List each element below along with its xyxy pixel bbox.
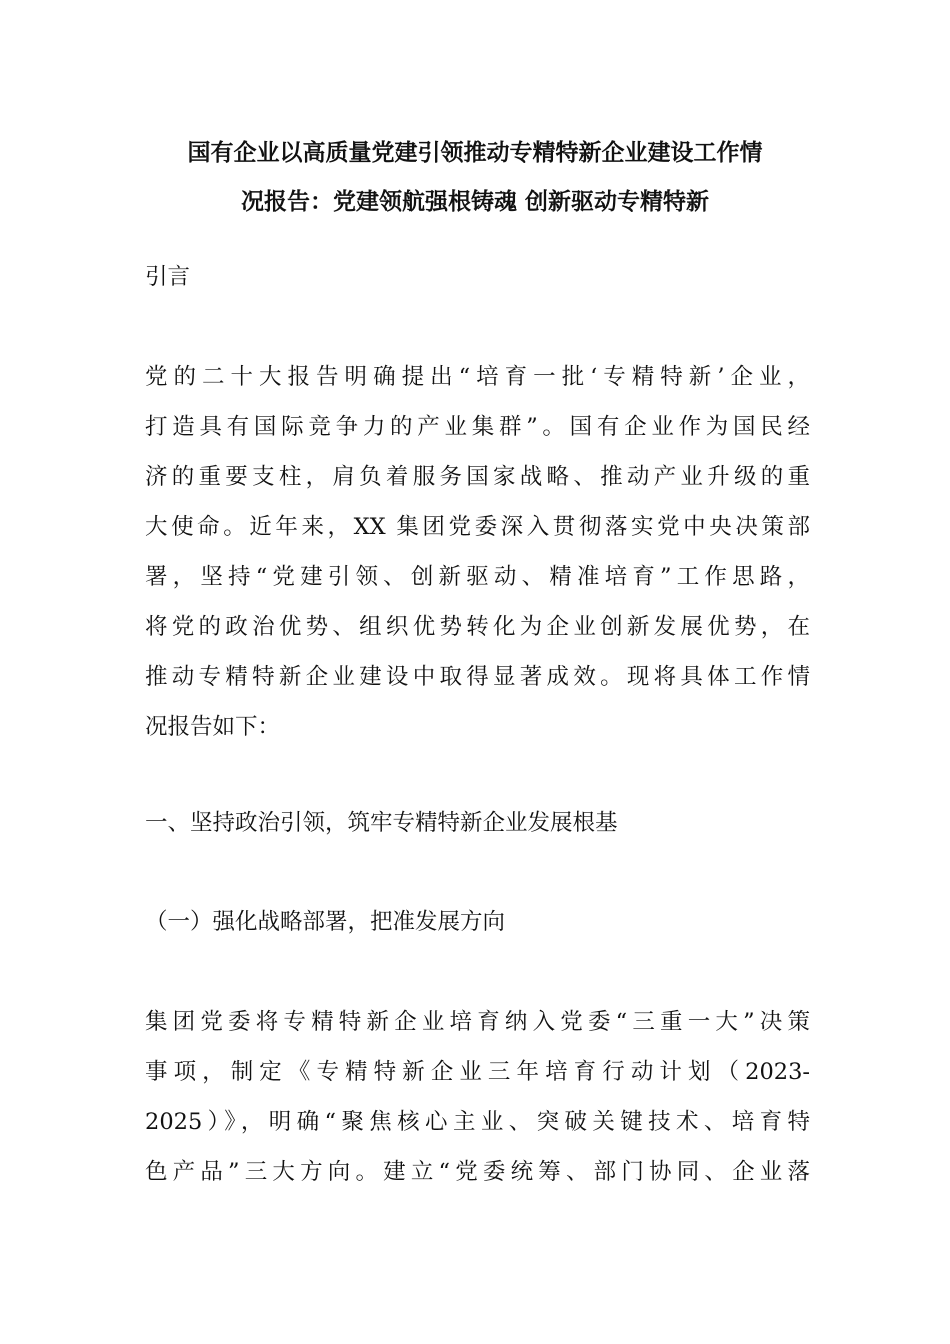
intro-line-7: 推动专精特新企业建设中取得显著成效。现将具体工作情 — [145, 664, 810, 690]
intro-heading: 引言 — [145, 264, 191, 290]
sub1-line-4: 色产品”三大方向。建立“党委统筹、部门协同、企业落 — [145, 1159, 810, 1185]
document-title-line-1: 国有企业以高质量党建引领推动专精特新企业建设工作情 — [187, 140, 763, 166]
intro-line-8: 况报告如下： — [145, 714, 281, 740]
intro-line-4: 大使命。近年来，XX 集团党委深入贯彻落实党中央决策部 — [145, 514, 810, 540]
sub1-line-1: 集团党委将专精特新企业培育纳入党委“三重一大”决策 — [145, 1009, 810, 1035]
intro-line-1: 党的二十大报告明确提出“培育一批‘专精特新’企业， — [145, 364, 810, 390]
intro-line-6: 将党的政治优势、组织优势转化为企业创新发展优势，在 — [145, 614, 810, 640]
intro-line-5: 署，坚持“党建引领、创新驱动、精准培育”工作思路， — [145, 564, 810, 590]
sub1-line-2: 事项，制定《专精特新企业三年培育行动计划（2023- — [145, 1059, 810, 1085]
intro-line-2: 打造具有国际竞争力的产业集群”。国有企业作为国民经 — [145, 414, 810, 440]
sub1-line-3: 2025）》，明确“聚焦核心主业、突破关键技术、培育特 — [145, 1109, 810, 1135]
intro-paragraph — [145, 352, 810, 752]
intro-line-3: 济的重要支柱，肩负着服务国家战略、推动产业升级的重 — [145, 464, 810, 490]
document-title-line-2: 况报告：党建领航强根铸魂 创新驱动专精特新 — [240, 189, 709, 215]
subsection-1-heading: （一）强化战略部署，把准发展方向 — [145, 909, 506, 935]
subsection-1-paragraph — [145, 997, 810, 1197]
section-1-heading: 一、坚持政治引领，筑牢专精特新企业发展根基 — [145, 810, 618, 836]
